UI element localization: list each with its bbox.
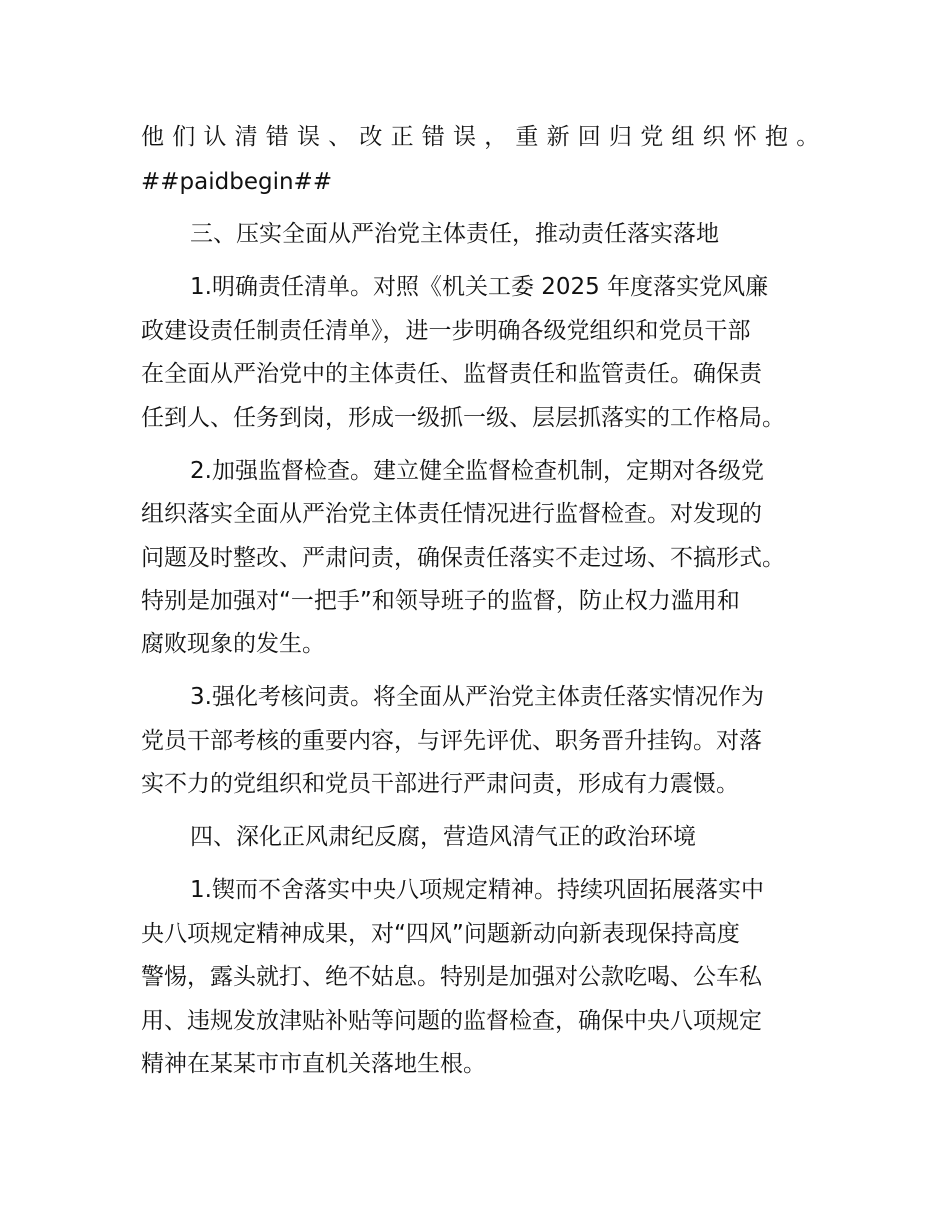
- text-line: 政建设责任制责任清单》，进一步明确各级党组织和党员干部: [141, 318, 751, 344]
- text-line: 问题及时整改、严肃问责，确保责任落实不走过场、不搞形式。: [141, 545, 785, 571]
- text-line: 在全面从严治党中的主体责任、监督责任和监管责任。确保责: [141, 361, 762, 387]
- text-line: 实不力的党组织和党员干部进行严肃问责，形成有力震慑。: [141, 771, 739, 797]
- text-line: 1.明确责任清单。对照《机关工委 2025 年度落实党风廉: [190, 274, 769, 300]
- text-line: 他们认清错误、改正错误，重新回归党组织怀抱。: [141, 124, 828, 150]
- text-line: 3.强化考核问责。将全面从严治党主体责任落实情况作为: [190, 684, 764, 710]
- section-heading-3: 三、压实全面从严治党主体责任，推动责任落实落地: [190, 221, 719, 247]
- text-line: 党员干部考核的重要内容，与评先评优、职务晋升挂钩。对落: [141, 728, 762, 754]
- text-line: 央八项规定精神成果，对“四风”问题新动向新表现保持高度: [141, 921, 740, 947]
- text-line: 任到人、任务到岗，形成一级抓一级、层层抓落实的工作格局。: [141, 405, 785, 431]
- text-line: 腐败现象的发生。: [141, 631, 325, 657]
- text-line: 1.锲而不舍落实中央八项规定精神。持续巩固拓展落实中: [190, 877, 764, 903]
- text-line: 警惕，露头就打、绝不姑息。特别是加强对公款吃喝、公车私: [141, 964, 762, 990]
- section-heading-4: 四、深化正风肃纪反腐，营造风清气正的政治环境: [190, 824, 696, 850]
- text-line: 特别是加强对“一把手”和领导班子的监督，防止权力滥用和: [141, 588, 740, 614]
- text-line: 精神在某某市市直机关落地生根。: [141, 1051, 486, 1077]
- text-line: 组织落实全面从严治党主体责任情况进行监督检查。对发现的: [141, 501, 762, 527]
- text-line: 2.加强监督检查。建立健全监督检查机制，定期对各级党: [190, 458, 764, 484]
- text-line: 用、违规发放津贴补贴等问题的监督检查，确保中央八项规定: [141, 1008, 762, 1034]
- paid-marker: ##paidbegin##: [141, 169, 333, 195]
